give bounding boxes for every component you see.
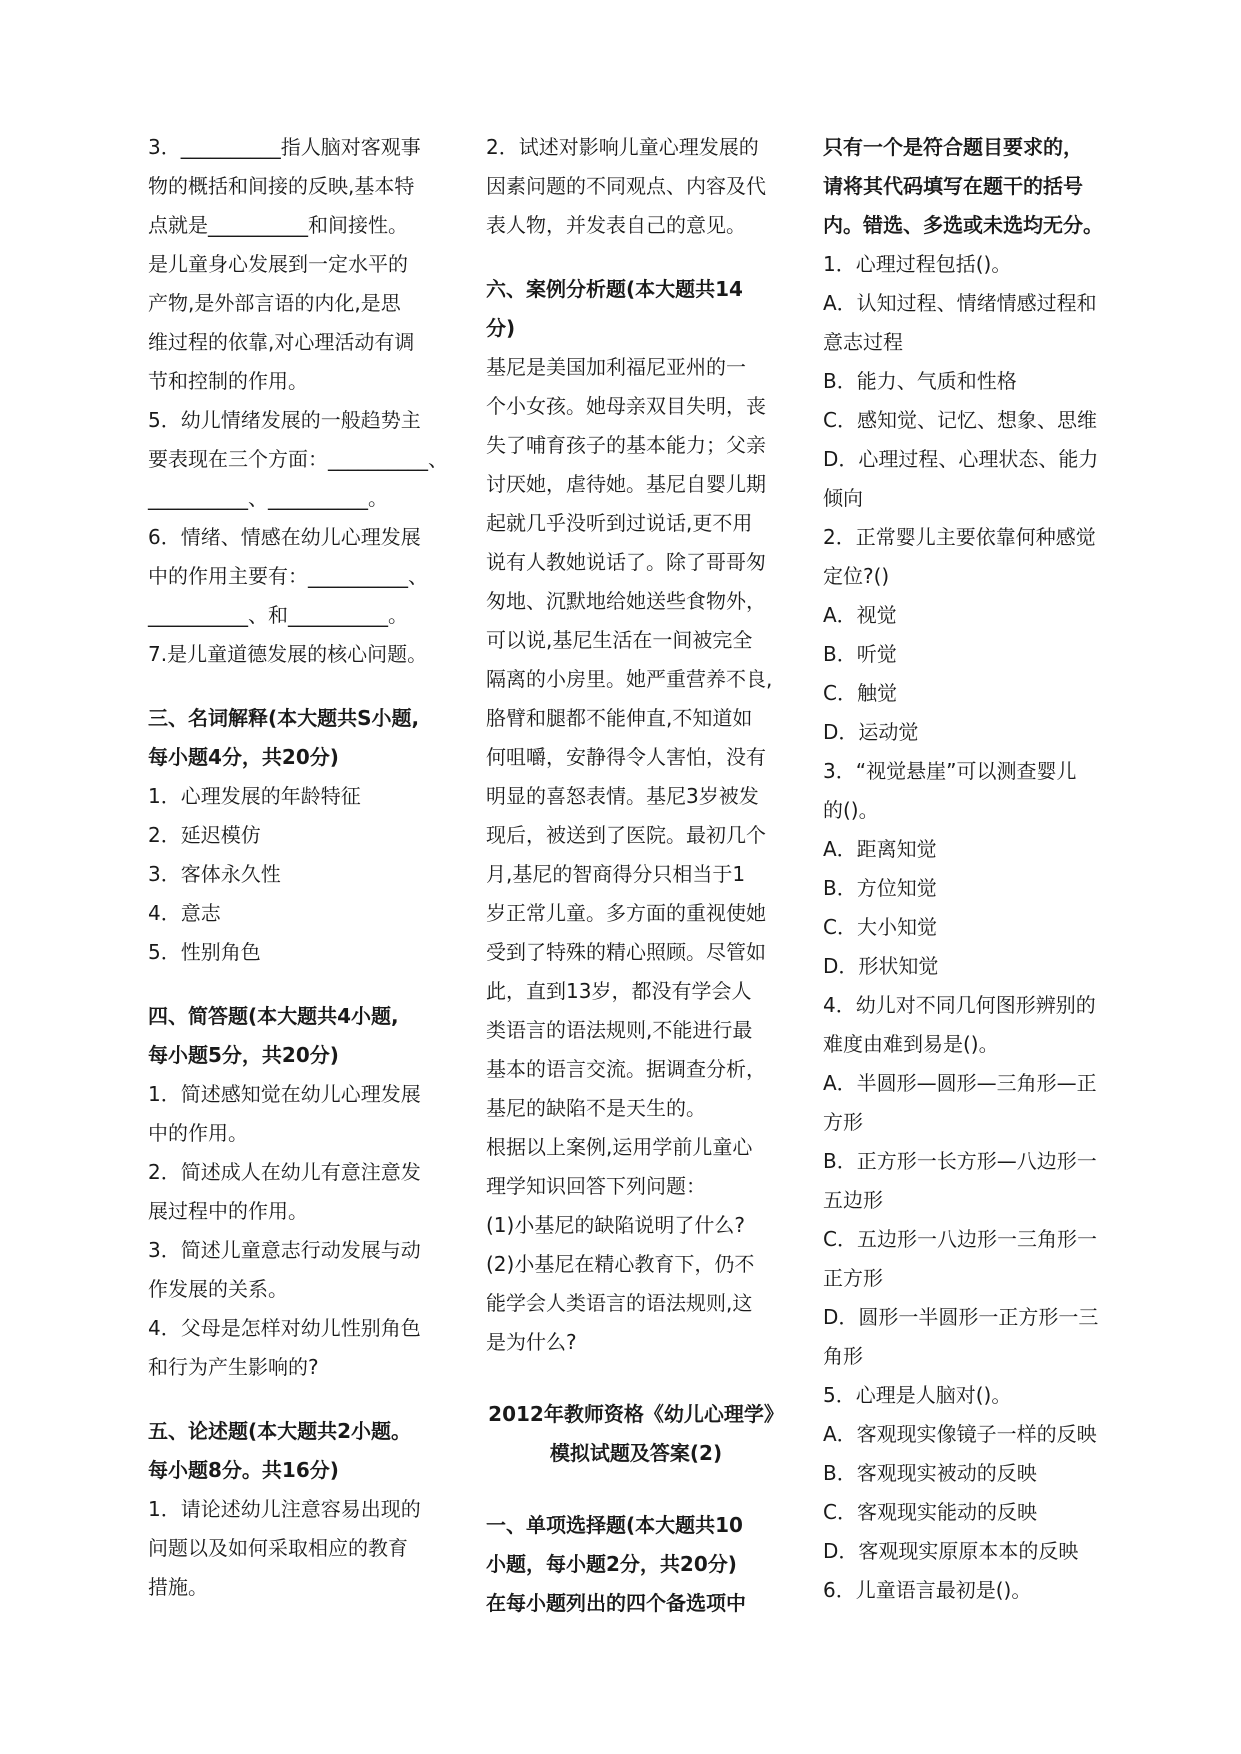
text-line: 6．情绪、情感在幼儿心理发展 [148, 525, 421, 549]
text-line: 能学会人类语言的语法规则,这 [486, 1291, 753, 1315]
text-line: A．距离知觉 [823, 837, 937, 861]
section-heading-line: 2012年教师资格《幼儿心理学》 [488, 1402, 784, 1426]
text-line: B．方位知觉 [823, 876, 937, 900]
section-gap [486, 1362, 786, 1395]
section-heading-line: 每小题8分。共16分) [148, 1458, 339, 1482]
text-line: C．触觉 [823, 681, 897, 705]
text-line: 2．正常婴儿主要依靠何种感觉 [823, 525, 1096, 549]
text-line: B．客观现实被动的反映 [823, 1461, 1037, 1485]
text-line: 5．幼儿情绪发展的一般趋势主 [148, 408, 421, 432]
text-line: A．半圆形—圆形—三角形—正 [823, 1071, 1097, 1095]
section-heading-line: 每小题5分，共20分) [148, 1043, 339, 1067]
text-line: 展过程中的作用。 [148, 1199, 308, 1223]
text-line: A．认知过程、情绪情感过程和 [823, 291, 1097, 315]
text-line: 受到了特殊的精心照顾。尽管如 [486, 940, 766, 964]
section-heading-line: 模拟试题及答案(2) [549, 1441, 723, 1465]
text-line: 作发展的关系。 [148, 1277, 288, 1301]
text-line: B．正方形一长方形—八边形一 [823, 1149, 1097, 1173]
text-line: 1．请论述幼儿注意容易出现的 [148, 1497, 421, 1521]
text-line: 4．父母是怎样对幼儿性别角色 [148, 1316, 421, 1340]
text-line: 节和控制的作用。 [148, 369, 308, 393]
text-line: 失了哺育孩子的基本能力；父亲 [486, 433, 766, 457]
section-heading-line: 三、名词解释(本大题共S小题, [148, 706, 420, 730]
text-line: (1)小基尼的缺陷说明了什么? [486, 1213, 745, 1237]
text-line: 5．心理是人脑对()。 [823, 1383, 1012, 1407]
text-line: C．五边形一八边形一三角形一 [823, 1227, 1097, 1251]
text-line: 正方形 [823, 1266, 883, 1290]
section-gap [486, 1473, 786, 1506]
text-line: 可以说,基尼生活在一间被完全 [486, 628, 753, 652]
text-line: 3．简述儿童意志行动发展与动 [148, 1238, 421, 1262]
text-line: 1．心理发展的年龄特征 [148, 784, 361, 808]
text-line: C．感知觉、记忆、想象、思维 [823, 408, 1097, 432]
text-line: 现后，被送到了医院。最初几个 [486, 823, 766, 847]
text-line: 定位?() [823, 564, 890, 588]
section-gap [486, 245, 786, 270]
text-line: 何咀嚼，安静得令人害怕，没有 [486, 745, 766, 769]
section-heading-line: 每小题4分，共20分) [148, 745, 339, 769]
text-line: C．客观现实能动的反映 [823, 1500, 1037, 1524]
text-line: 基尼是美国加利福尼亚州的一 [486, 355, 746, 379]
text-line: 3．__________指人脑对客观事 [148, 135, 421, 159]
text-line: 是儿童身心发展到一定水平的 [148, 252, 408, 276]
text-line: __________、__________。 [148, 486, 388, 510]
text-line: 措施。 [148, 1575, 208, 1599]
text-line: 意志过程 [823, 330, 903, 354]
text-line: D．运动觉 [823, 720, 919, 744]
text-line: 根据以上案例,运用学前儿童心 [486, 1135, 753, 1159]
text-line: 2．简述成人在幼儿有意注意发 [148, 1160, 421, 1184]
text-line: 4．意志 [148, 901, 221, 925]
text-line: 起就几乎没听到过说话,更不用 [486, 511, 753, 535]
section-heading-line: 只有一个是符合题目要求的， [823, 135, 1083, 159]
section-heading-line: 内。错选、多选或未选均无分。 [823, 213, 1103, 237]
text-line: 五边形 [823, 1188, 883, 1212]
section-heading-line: 五、论述题(本大题共2小题。 [148, 1419, 412, 1443]
text-line: 表人物，并发表自己的意见。 [486, 213, 746, 237]
text-line: 6．儿童语言最初是()。 [823, 1578, 1032, 1602]
text-line: 和行为产生影响的? [148, 1355, 319, 1379]
text-line: 方形 [823, 1110, 863, 1134]
text-line: 1．心理过程包括()。 [823, 252, 1012, 276]
text-line: 中的作用。 [148, 1121, 248, 1145]
text-line: 5．性别角色 [148, 940, 261, 964]
text-line: 岁正常儿童。多方面的重视使她 [486, 901, 766, 925]
text-line: 胳臂和腿都不能伸直,不知道如 [486, 706, 753, 730]
text-line: 角形 [823, 1344, 863, 1368]
section-heading-line: 六、案例分析题(本大题共14 [486, 277, 743, 301]
text-line: 因素问题的不同观点、内容及代 [486, 174, 766, 198]
section-gap [148, 674, 448, 699]
text-line: C．大小知觉 [823, 915, 937, 939]
text-line: (2)小基尼在精心教育下，仍不 [486, 1252, 755, 1276]
text-line: __________、和__________。 [148, 603, 408, 627]
section-heading-line: 在每小题列出的四个备选项中 [486, 1591, 746, 1615]
text-line: 月,基尼的智商得分只相当于1 [486, 862, 746, 886]
text-line: 类语言的语法规则,不能进行最 [486, 1018, 753, 1042]
text-line: 3．“视觉悬崖”可以测查婴儿 [823, 759, 1077, 783]
text-line: 1．简述感知觉在幼儿心理发展 [148, 1082, 421, 1106]
text-line: 2．延迟模仿 [148, 823, 261, 847]
text-line: 隔离的小房里。她严重营养不良, [486, 667, 773, 691]
text-line: 匆地、沉默地给她送些食物外， [486, 589, 766, 613]
column-right [823, 128, 1123, 1610]
section-heading-line: 四、简答题(本大题共4小题, [148, 1004, 399, 1028]
text-line: 点就是__________和间接性。 [148, 213, 408, 237]
text-line: 中的作用主要有：__________、 [148, 564, 428, 588]
section-heading-line: 分) [486, 316, 516, 340]
text-line: 此，直到13岁，都没有学会人 [486, 979, 752, 1003]
text-line: 是为什么? [486, 1330, 577, 1354]
text-line: 要表现在三个方面：__________、 [148, 447, 448, 471]
column-left [148, 128, 448, 1607]
text-line: 理学知识回答下列问题： [486, 1174, 706, 1198]
text-line: D．客观现实原原本本的反映 [823, 1539, 1079, 1563]
text-line: 维过程的依靠,对心理活动有调 [148, 330, 415, 354]
text-line: D．心理过程、心理状态、能力 [823, 447, 1099, 471]
text-line: 难度由难到易是()。 [823, 1032, 999, 1056]
text-line: 倾向 [823, 486, 863, 510]
text-line: B．听觉 [823, 642, 897, 666]
text-line: 3．客体永久性 [148, 862, 281, 886]
text-line: 基本的语言交流。据调查分析， [486, 1057, 766, 1081]
section-gap [148, 1387, 448, 1412]
section-heading-line: 一、单项选择题(本大题共10 [486, 1513, 743, 1537]
column-middle [486, 128, 786, 1623]
text-line: 明显的喜怒表情。基尼3岁被发 [486, 784, 759, 808]
text-line: 问题以及如何采取相应的教育 [148, 1536, 408, 1560]
text-line: 个小女孩。她母亲双目失明，丧 [486, 394, 766, 418]
text-line: 说有人教她说话了。除了哥哥匆 [486, 550, 766, 574]
text-line: 讨厌她，虐待她。基尼自婴儿期 [486, 472, 766, 496]
text-line: A．客观现实像镜子一样的反映 [823, 1422, 1097, 1446]
text-line: 7.是儿童道德发展的核心问题。 [148, 642, 428, 666]
text-line: 物的概括和间接的反映,基本特 [148, 174, 415, 198]
text-line: 2．试述对影响儿童心理发展的 [486, 135, 759, 159]
section-heading-line: 请将其代码填写在题干的括号 [823, 174, 1083, 198]
text-line: 产物,是外部言语的内化,是思 [148, 291, 401, 315]
text-line: D．圆形一半圆形一正方形一三 [823, 1305, 1099, 1329]
text-line: B．能力、气质和性格 [823, 369, 1017, 393]
section-heading-line: 小题，每小题2分，共20分) [486, 1552, 737, 1576]
text-line: A．视觉 [823, 603, 897, 627]
section-gap [148, 972, 448, 997]
text-line: D．形状知觉 [823, 954, 939, 978]
text-line: 的()。 [823, 798, 879, 822]
text-line: 4．幼儿对不同几何图形辨别的 [823, 993, 1096, 1017]
text-line: 基尼的缺陷不是天生的。 [486, 1096, 706, 1120]
